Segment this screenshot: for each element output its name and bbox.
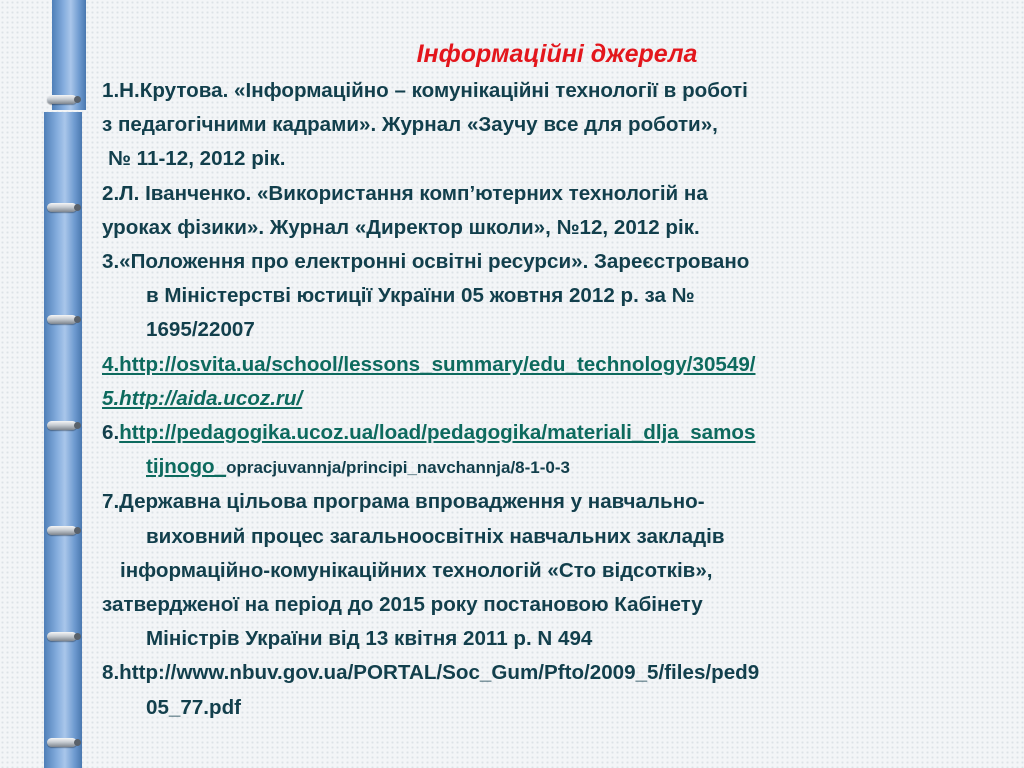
source-line: з педагогічними кадрами». Журнал «Заучу все для роботи», — [102, 113, 718, 137]
binder-ring-icon — [47, 95, 77, 104]
source-item-4 — [102, 348, 1012, 382]
source-link[interactable]: http://pedagogika.ucoz.ua/load/pedagogika/materiali_dlja_samos — [119, 421, 756, 445]
source-line: виховний процес загальноосвітніх навчальних закладів — [146, 524, 725, 548]
source-item-8 — [102, 656, 1012, 724]
binder-ring-icon — [47, 526, 77, 535]
binder-strip-top — [52, 0, 86, 110]
source-line: № 11-12, 2012 рік. — [108, 147, 286, 171]
source-item-5 — [102, 382, 1012, 416]
binder-ring-icon — [47, 632, 77, 641]
source-link[interactable]: 5.http://aida.ucoz.ru/ — [102, 386, 303, 410]
source-item-6 — [102, 416, 1012, 485]
source-line: 8.http://www.nbuv.gov.ua/PORTAL/Soc_Gum/Pfto/2009_5/files/ped9 — [102, 661, 760, 685]
source-line: 2.Л. Іванченко. «Використання комп’ютерних технологій на — [102, 181, 708, 205]
binder-ring-icon — [47, 421, 77, 430]
source-line: 7.Державна цільова програма впровадження у навчально- — [102, 490, 705, 514]
source-link-continued[interactable]: tijnogo_ — [146, 455, 227, 479]
source-line: Міністрів України від 13 квітня 2011 р. N 494 — [146, 627, 593, 651]
binder-ring-icon — [47, 203, 77, 212]
source-item-1 — [102, 74, 1012, 177]
source-link-suffix: opracjuvannja/principi_navchannja/8-1-0-3 — [226, 458, 570, 478]
source-line: в Міністерстві юстиції України 05 жовтня 2012 р. за № — [146, 284, 695, 308]
source-line: 3.«Положення про електронні освітні ресурси». Зареєстровано — [102, 250, 750, 274]
source-line: 1.Н.Крутова. «Інформаційно – комунікаційні технології в роботі — [102, 79, 748, 102]
binder-ring-icon — [47, 315, 77, 324]
source-line: інформаційно-комунікаційних технологій «Сто відсотків», — [120, 558, 713, 582]
source-item-2 — [102, 177, 1012, 245]
source-line: затвердженої на період до 2015 року постановою Кабінету — [102, 593, 703, 617]
source-item-3 — [102, 245, 1012, 348]
source-line: 1695/22007 — [146, 318, 255, 342]
source-line: 05_77.pdf — [146, 695, 242, 719]
source-line: уроках фізики». Журнал «Директор школи», №12, 2012 рік. — [102, 215, 700, 239]
source-number: 6. — [102, 421, 120, 445]
source-link[interactable]: 4.http://osvita.ua/school/lessons_summary/edu_technology/30549/ — [102, 352, 756, 376]
page-title: Інформаційні джерела — [416, 40, 698, 68]
source-item-7 — [102, 485, 1012, 656]
binder-ring-icon — [47, 738, 77, 747]
sources-list — [102, 38, 1012, 725]
